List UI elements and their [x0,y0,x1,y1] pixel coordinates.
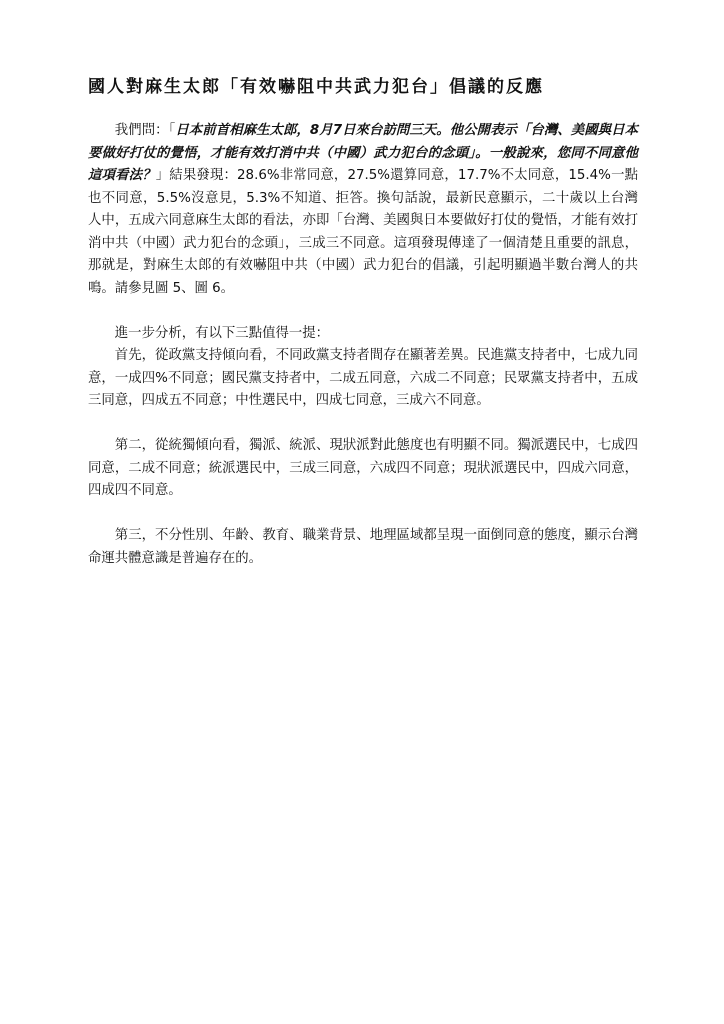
paragraph-gap [88,413,638,436]
paragraph-analysis-intro: 進一步分析，有以下三點值得一提： [114,325,330,341]
survey-result-text: 」結果發現：28.6%非常同意，27.5%還算同意，17.7%不太同意，15.4%一點也不同意，5.5%沒意見，5.3%不知道、拒答。換句話說，最新民意顯示，二十歲以上台灣人中，五成六同意麻生太郎的看法，亦即「台灣、美國與日本要做好打仗的覺悟，才能有效打消中共（中國）武力犯台的念頭」，三成三不同意。這項發現傳達了一個清楚且重要的訊息，那就是，對麻生太郎的有效嚇阻中共（中國）武力犯台的倡議，引起明顯過半數台灣人的共鳴。請參見圖 5、圖 6。 [88,168,639,296]
paragraph-independence-analysis: 第二，從統獨傾向看，獨派、統派、現狀派對此態度也有明顯不同。獨派選民中，七成四同意，二成不同意；統派選民中，三成三同意，六成四不同意；現狀派選民中，四成六同意，四成四不同意。 [88,438,638,498]
survey-question: 日本前首相麻生太郎，8月7日來台訪問三天。他公開表示「台灣、美國與日本要做好打仗的覺悟，才能有效打消中共（中國）武力犯台的念頭」。一般說來，您同不同意他這項看法？ [88,123,638,183]
document-body [88,120,638,570]
paragraph-gap [88,503,638,526]
paragraph-party-analysis: 首先，從政黨支持傾向看，不同政黨支持者間存在顯著差異。民進黨支持者中，七成九同意，一成四%不同意；國民黨支持者中，二成五同意，六成二不同意；民眾黨支持者中，五成三同意，四成五不同意；中性選民中，四成七同意，三成六不同意。 [88,348,638,408]
document-title: 國人對麻生太郎「有效嚇阻中共武力犯台」倡議的反應 [88,77,544,97]
question-lead: 我們問：「 [114,123,176,138]
paragraph-gap [88,300,638,323]
paragraph-survey-result [88,120,638,300]
paragraph-demographic-analysis: 第三，不分性別、年齡、教育、職業背景、地理區域都呈現一面倒同意的態度，顯示台灣命運共體意識是普遍存在的。 [88,528,638,566]
